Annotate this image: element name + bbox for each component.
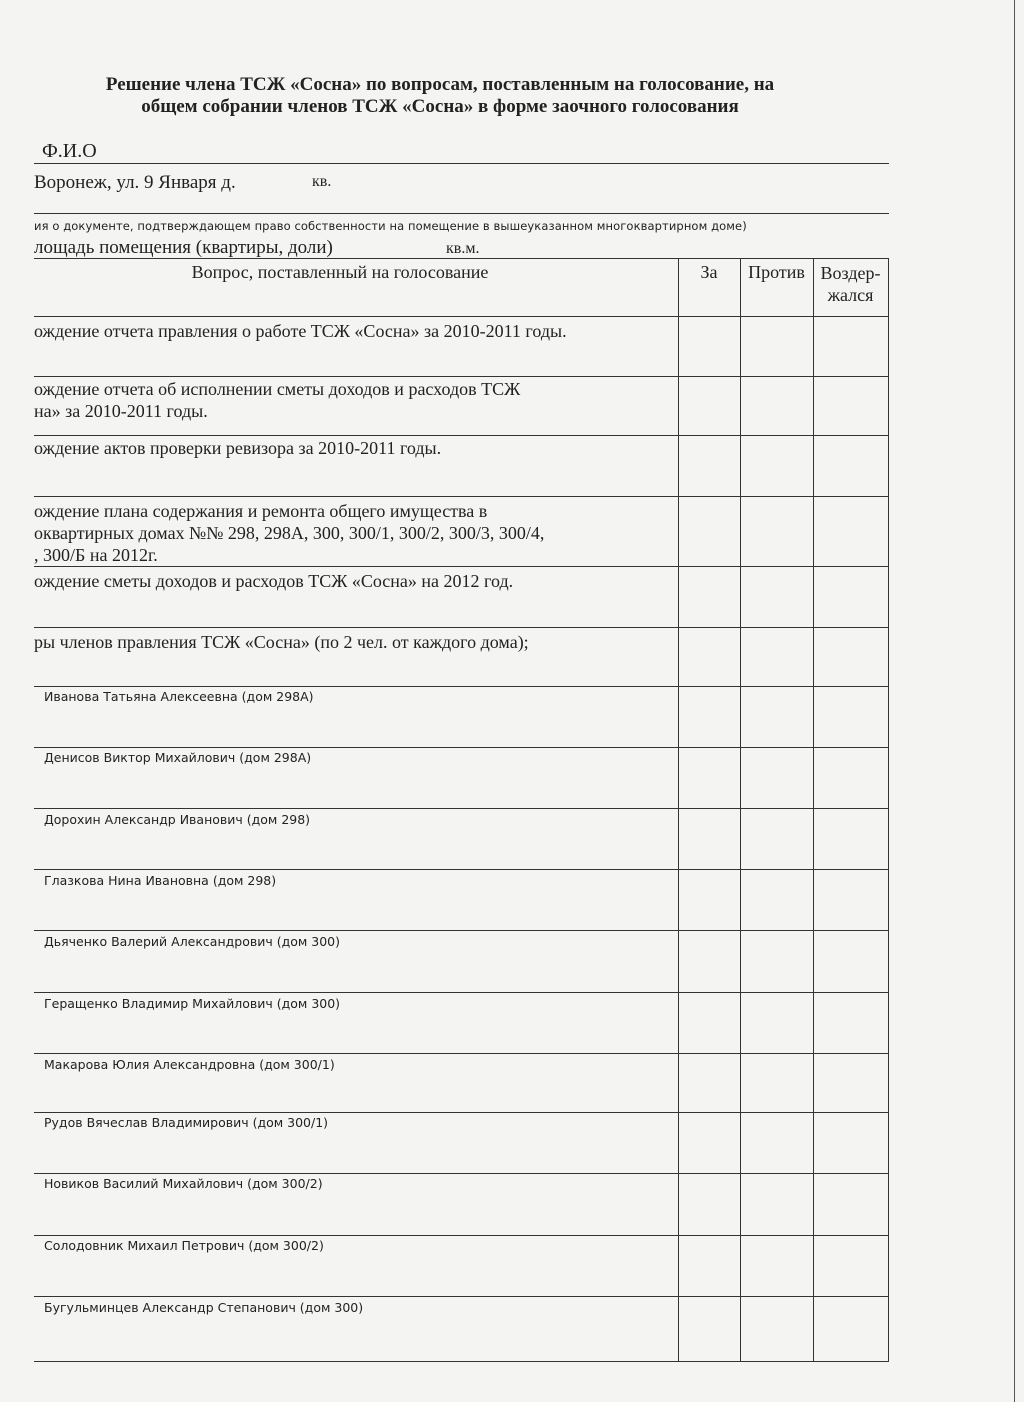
candidate-row: Геращенко Владимир Михайлович (дом 300)	[44, 996, 341, 1011]
header-vozd	[813, 262, 888, 306]
header-za: За	[700, 262, 718, 282]
row-divider	[34, 376, 889, 377]
area-unit: кв.м.	[446, 240, 480, 257]
question-row	[34, 500, 544, 566]
candidate-row: Бугульминцев Александр Степанович (дом 300)	[44, 1300, 364, 1315]
candidate-row: Новиков Василий Михайлович (дом 300/2)	[44, 1176, 323, 1191]
candidate-row: Дьяченко Валерий Александрович (дом 300)	[44, 934, 341, 949]
question-row	[34, 378, 520, 422]
address-kv-label: кв.	[312, 173, 332, 190]
page-edge	[1014, 0, 1015, 1402]
header-vozd-line-1: Воздер-	[820, 263, 881, 283]
candidate-row: Дорохин Александр Иванович (дом 298)	[44, 812, 311, 827]
header-question: Вопрос, поставленный на голосование	[191, 262, 489, 282]
column-divider-protiv	[740, 258, 741, 1361]
row-divider	[34, 1173, 889, 1174]
row-divider	[34, 1361, 889, 1362]
question-text-line: ождение отчета правления о работе ТСЖ «Сосна» за 2010-2011 годы.	[34, 321, 567, 341]
question-text-line: ождение актов проверки ревизора за 2010-2011 годы.	[34, 438, 442, 458]
title-line-1: Решение члена ТСЖ «Сосна» по вопросам, поставленным на голосование, на	[105, 74, 775, 95]
row-divider	[34, 686, 889, 687]
row-divider	[34, 316, 889, 317]
area-label: лощадь помещения (квартиры, доли)	[34, 237, 333, 258]
table-right-border	[888, 258, 889, 1361]
row-divider	[34, 1112, 889, 1113]
header-protiv: Против	[748, 262, 805, 282]
title-line-2: общем собрании членов ТСЖ «Сосна» в форме заочного голосования	[141, 96, 739, 117]
row-divider	[34, 1053, 889, 1054]
table-top-border	[34, 258, 889, 259]
row-divider	[34, 869, 889, 870]
fio-underline	[34, 163, 889, 164]
question-text-line: ры членов правления ТСЖ «Сосна» (по 2 чел. от каждого дома);	[34, 632, 529, 652]
header-vozd-line-2: жался	[827, 285, 874, 305]
candidate-row: Солодовник Михаил Петрович (дом 300/2)	[44, 1238, 324, 1253]
question-text-line: оквартирных домах №№ 298, 298А, 300, 300/1, 300/2, 300/3, 300/4,	[34, 523, 545, 543]
question-row	[34, 570, 513, 592]
row-divider	[34, 930, 889, 931]
row-divider	[34, 435, 889, 436]
row-divider	[34, 496, 889, 497]
candidate-row: Иванова Татьяна Алексеевна (дом 298А)	[44, 689, 314, 704]
candidate-row: Денисов Виктор Михайлович (дом 298А)	[44, 750, 312, 765]
row-divider	[34, 992, 889, 993]
fio-label: Ф.И.О	[42, 140, 97, 162]
candidate-row: Глазкова Нина Ивановна (дом 298)	[44, 873, 277, 888]
row-divider	[34, 747, 889, 748]
column-divider-vozd	[813, 258, 814, 1361]
question-text-line: ождение отчета об исполнении сметы доходов и расходов ТСЖ	[34, 379, 521, 399]
question-text-line: ождение сметы доходов и расходов ТСЖ «Сосна» на 2012 год.	[34, 571, 514, 591]
candidate-row: Рудов Вячеслав Владимирович (дом 300/1)	[44, 1115, 329, 1130]
row-divider	[34, 808, 889, 809]
question-row	[34, 437, 441, 459]
question-text-line: , 300/Б на 2012г.	[34, 545, 158, 565]
question-text-line: ождение плана содержания и ремонта общего имущества в	[34, 501, 488, 521]
document-note: ия о документе, подтверждающем право собственности на помещение в вышеуказанном многоквартирном доме)	[34, 219, 747, 233]
row-divider	[34, 566, 889, 567]
address-text: Воронеж, ул. 9 Января д.	[34, 172, 236, 193]
candidate-row: Макарова Юлия Александровна (дом 300/1)	[44, 1057, 335, 1072]
document-title	[60, 74, 820, 118]
row-divider	[34, 1296, 889, 1297]
document-rule	[34, 213, 889, 214]
column-divider-za	[678, 258, 679, 1361]
row-divider	[34, 1235, 889, 1236]
question-text-line: на» за 2010-2011 годы.	[34, 401, 208, 421]
row-divider	[34, 627, 889, 628]
question-row	[34, 631, 529, 653]
question-row	[34, 320, 567, 342]
